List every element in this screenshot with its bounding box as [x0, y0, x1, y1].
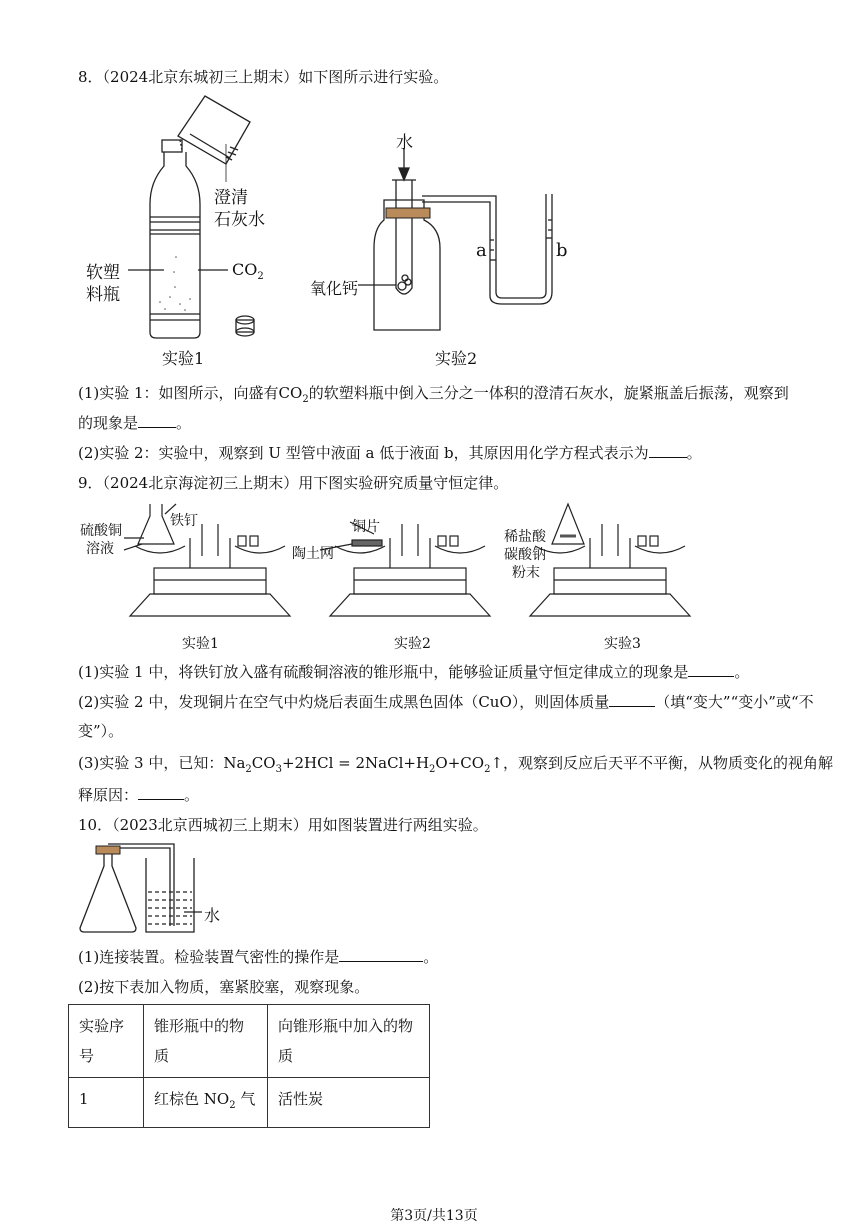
q8-p1-end: 。 — [176, 414, 192, 432]
cell-text: 红棕色 NO — [154, 1090, 230, 1108]
q9-part2-line1 — [78, 691, 814, 712]
q9-fig2-gauze-label: 陶土网 — [292, 546, 334, 562]
q10-part1-line — [78, 946, 438, 967]
sub-2: 2 — [429, 764, 436, 775]
q8-part1-line2 — [78, 412, 191, 433]
q8-p2-text: (2)实验 2：实验中，观察到 U 型管中液面 a 低于液面 b，其原因用化学方程式表示为 — [78, 444, 649, 462]
answer-blank[interactable] — [138, 415, 176, 428]
q8-p1-text-a: (1)实验 1：如图所示，向盛有CO — [78, 384, 303, 402]
q8-fig2-caption: 实验2 — [435, 349, 478, 368]
q8-fig1-caption: 实验1 — [162, 349, 205, 368]
q8-fig1-bottle-label-2: 料瓶 — [86, 285, 120, 305]
q9-part3-line1 — [78, 752, 833, 775]
answer-blank[interactable] — [688, 664, 734, 677]
q8-fig2-b-label: b — [556, 240, 568, 261]
q9-p3-a: (3)实验 3 中，已知：Na — [78, 754, 246, 772]
answer-blank[interactable] — [138, 787, 184, 800]
q8-fig1-limewater-label-2: 石灰水 — [214, 210, 265, 230]
q9-p2-text-a: (2)实验 2 中，发现铜片在空气中灼烧后表面生成黑色固体（CuO），则固体质量 — [78, 693, 610, 711]
q8-fig2-cao-label: 氧化钙 — [310, 279, 359, 298]
q8-fig1-diagram — [80, 92, 300, 372]
q10-p1-end: 。 — [423, 948, 439, 966]
q9-p3-b: CO — [251, 754, 276, 772]
q9-fig1-nail-label: 铁钉 — [170, 513, 198, 529]
table-cell: 1 — [69, 1078, 144, 1128]
q9-part3-line2 — [78, 784, 199, 805]
q9-fig3-caption: 实验3 — [604, 636, 641, 652]
q10-part2-line: (2)按下表加入物质，塞紧胶塞，观察现象。 — [78, 978, 370, 996]
sub-3: 3 — [275, 764, 282, 775]
cell-tail: 气 — [235, 1090, 256, 1108]
co2-text: CO — [232, 260, 258, 279]
q9-fig1-cuso4-label-1: 硫酸铜 — [80, 523, 122, 539]
table-header-row — [69, 1005, 430, 1078]
q10-p1-text: (1)连接装置。检验装置气密性的操作是 — [78, 948, 340, 966]
q8-fig1-co2-label — [232, 260, 264, 282]
q9-p1-text: (1)实验 1 中，将铁钉放入盛有硫酸铜溶液的锥形瓶中，能够验证质量守恒定律成立的现象是 — [78, 663, 689, 681]
q9-fig2-copper-label: 铜片 — [352, 519, 380, 535]
q8-fig2-diagram — [360, 120, 580, 340]
q9-p3-f: 释原因： — [78, 786, 139, 804]
q9-p1-end: 。 — [734, 663, 750, 681]
q8-fig1-limewater-label-1: 澄清 — [214, 188, 248, 208]
table-header-cell: 向锥形瓶中加入的物质 — [268, 1005, 430, 1078]
q8-p1-sub: 2 — [302, 394, 309, 405]
q9-p3-end: 。 — [184, 786, 200, 804]
q9-title: 9．（2024北京海淀初三上期末）用下图实验研究质量守恒定律。 — [78, 474, 509, 492]
q8-p1-text-b: 的软塑料瓶中倒入三分之一体积的澄清石灰水，旋紧瓶盖后振荡，观察到 — [308, 384, 789, 402]
answer-blank[interactable] — [339, 949, 423, 962]
q8-part2-line — [78, 442, 702, 463]
q8-fig2-a-label: a — [476, 240, 487, 261]
q8-p2-end: 。 — [686, 444, 702, 462]
q10-title: 10．（2023北京西城初三上期末）用如图装置进行两组实验。 — [78, 816, 488, 834]
q9-fig2-caption: 实验2 — [394, 636, 431, 652]
q9-p3-d: O+CO — [435, 754, 485, 772]
q10-water-label: 水 — [204, 906, 221, 925]
page-footer: 第3页/共13页 — [390, 1208, 478, 1224]
q9-fig3-na2co3-label-2: 粉末 — [512, 565, 540, 581]
table-row — [69, 1078, 430, 1128]
co2-sub: 2 — [257, 271, 264, 283]
q9-part2-line2: 变”）。 — [78, 722, 124, 740]
answer-blank[interactable] — [649, 445, 687, 458]
q9-fig1-cuso4-label-2: 溶液 — [86, 541, 114, 557]
table-header-cell: 锥形瓶中的物质 — [144, 1005, 268, 1078]
sub-2: 2 — [245, 764, 252, 775]
q9-p2-text-b: （填“变大”“变小”或“不 — [655, 693, 814, 711]
table-cell: 活性炭 — [268, 1078, 430, 1128]
q9-part1-line — [78, 661, 749, 682]
q8-p1-text-c: 的现象是 — [78, 414, 139, 432]
q9-fig3-hcl-label: 稀盐酸 — [504, 529, 546, 545]
q8-part1-line1 — [78, 382, 789, 405]
q9-p3-e: ↑，观察到反应后天平不平衡，从物质变化的视角解 — [490, 754, 834, 772]
q10-table — [68, 1004, 430, 1128]
q9-fig1-caption: 实验1 — [182, 636, 219, 652]
answer-blank[interactable] — [609, 694, 655, 707]
sub-2: 2 — [484, 764, 491, 775]
q8-fig2-water-label: 水 — [396, 133, 413, 153]
q8-fig1-bottle-label-1: 软塑 — [86, 263, 120, 283]
q9-balances-diagram — [0, 498, 868, 638]
q9-fig3-na2co3-label-1: 碳酸钠 — [504, 547, 546, 563]
q8-title: 8．（2024北京东城初三上期末）如下图所示进行实验。 — [78, 68, 449, 86]
cell-sub: 2 — [229, 1100, 236, 1111]
table-header-cell: 实验序号 — [69, 1005, 144, 1078]
q9-p3-c: +2HCl = 2NaCl+H — [281, 754, 430, 772]
table-cell — [144, 1078, 268, 1128]
